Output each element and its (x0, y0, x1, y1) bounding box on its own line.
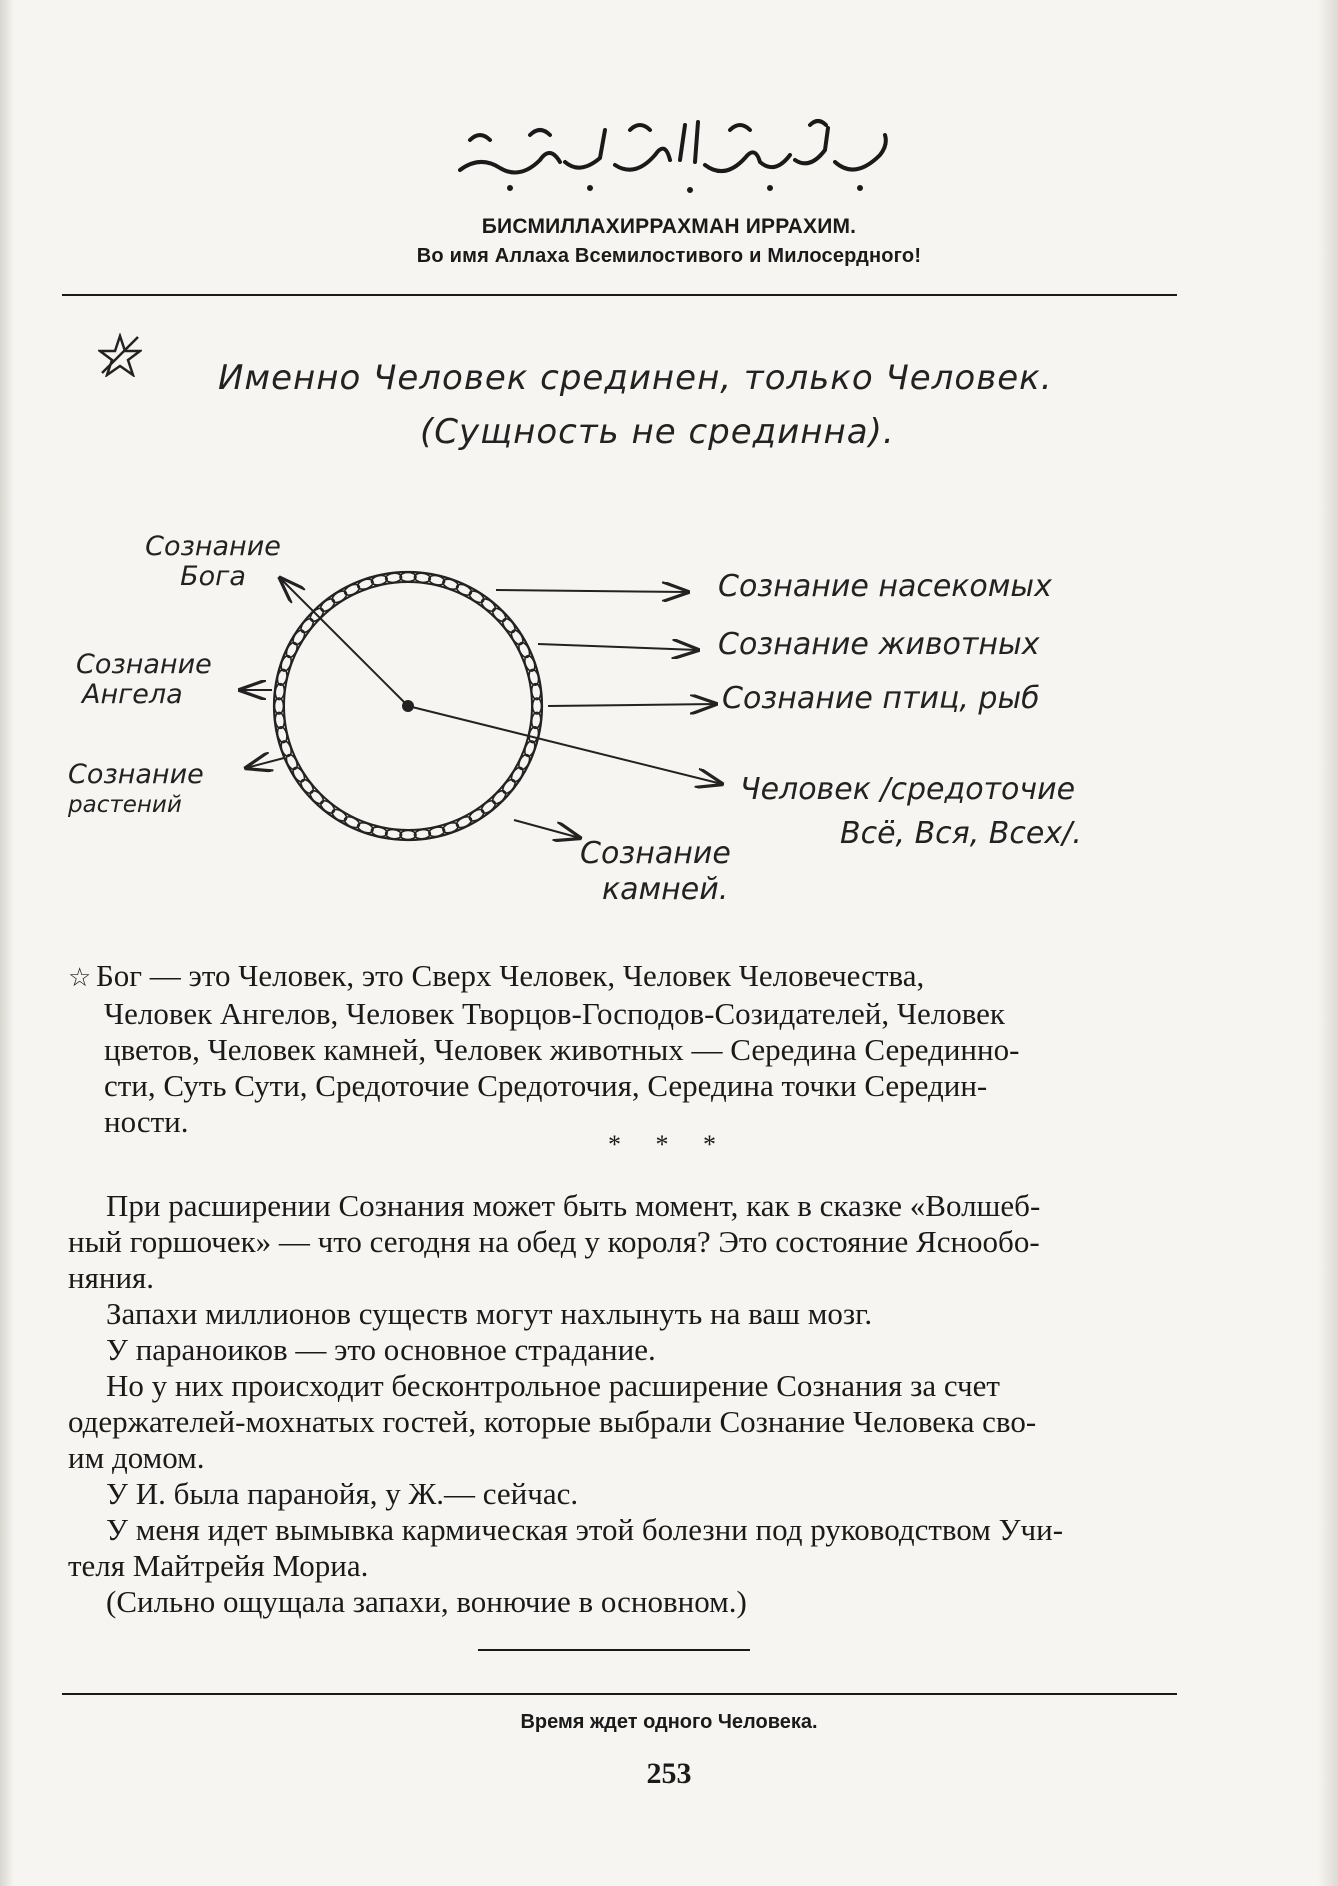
footer-tagline: Время ждет одного Человека. (520, 1711, 818, 1733)
bullet-line: ности. (104, 1104, 189, 1139)
chain-link (479, 597, 497, 614)
body-line: У параноиков — это основное страдание. (106, 1332, 656, 1367)
label-god (128, 532, 298, 592)
line-to-human (408, 706, 722, 784)
chain-link (500, 617, 517, 635)
chain-link (330, 807, 348, 823)
bullet-paragraph (68, 958, 1180, 1140)
body-line: ный горшочек» — что сегодня на обед у короля? Это состояние Яснообо- (68, 1224, 1040, 1259)
chain-link (490, 606, 508, 624)
section-separator: * * * (608, 1130, 730, 1159)
header-title: БИСМИЛЛАХИРРАХМАН ИРРАХИМ. (481, 215, 857, 238)
label-god-line2: Бога (180, 561, 246, 592)
chain-link (400, 573, 416, 582)
body-text (68, 1188, 1181, 1620)
chain-link (490, 788, 508, 806)
line-to-god (280, 578, 408, 706)
end-divider (478, 1649, 750, 1651)
chain-link (319, 798, 337, 815)
page-edge-shadow (0, 0, 14, 1886)
label-angel-line1: Сознание (76, 649, 212, 680)
chain-link (467, 807, 485, 823)
label-angel-line2: Ангела (82, 679, 183, 710)
body-line: Запахи миллионов существ могут нахлынуть на ваш мозг. (106, 1296, 873, 1331)
bullet-line: Человек Ангелов, Человек Творцов-Господов-Созидателей, Человек (104, 996, 1005, 1031)
label-human-line1: Человек /средоточие (740, 772, 1076, 807)
arrow-animals (538, 644, 698, 650)
chain-link (291, 765, 307, 783)
chain-link (343, 815, 361, 830)
arrow-stones (514, 820, 580, 838)
label-human (740, 768, 1082, 856)
chain-link (308, 788, 326, 806)
label-plants (68, 760, 204, 820)
consciousness-diagram (0, 520, 1338, 930)
page-number: 253 (646, 1757, 692, 1790)
label-plants-line1: Сознание (68, 759, 204, 790)
chain-link (299, 617, 316, 635)
star-bullet-icon: ☆ (68, 963, 92, 992)
label-god-line1: Сознание (145, 531, 281, 562)
arrow-plants (246, 758, 284, 768)
label-angel (76, 650, 212, 710)
body-line: няния. (68, 1260, 155, 1295)
body-line: им домом. (68, 1440, 205, 1475)
handwritten-note-line1: Именно Человек срединен, только Человек. (218, 358, 1053, 398)
chain-link (479, 798, 497, 815)
label-birds: Сознание птиц, рыб (722, 681, 1040, 716)
chain-link (509, 628, 525, 646)
label-stones-line1: Сознание (580, 836, 731, 871)
arrow-insects (496, 590, 688, 592)
label-animals: Сознание животных (718, 627, 1040, 662)
bismillah-calligraphy (440, 100, 900, 200)
body-line: У меня идет вымывка кармическая этой болезни под руководством Учи- (106, 1512, 1064, 1547)
label-plants-line2: растений (68, 792, 182, 818)
label-stones (580, 836, 731, 908)
bullet-line: сти, Суть Сути, Средоточие Средоточия, Середина точки Середин- (104, 1068, 988, 1103)
chain-link (400, 831, 416, 840)
page-right-edge (1318, 0, 1338, 1886)
body-line: одержателей-мохнатых гостей, которые выбрали Сознание Человека сво- (68, 1404, 1037, 1439)
chain-link (275, 698, 284, 714)
body-line: У И. была паранойя, у Ж.— сейчас. (106, 1476, 579, 1511)
body-line: теля Майтрейя Мориа. (68, 1548, 369, 1583)
chain-link (533, 698, 542, 714)
chain-link (330, 589, 348, 605)
chain-link (299, 777, 316, 795)
body-line: При расширении Сознания может быть момент, как в сказке «Волшеб- (106, 1188, 1041, 1223)
label-human-line2: Всё, Вся, Всех/. (840, 816, 1082, 851)
chain-link (509, 765, 525, 783)
chain-link (500, 777, 517, 795)
pentagram-star-icon (98, 333, 142, 377)
handwritten-note-line2: (Сущность не срединна). (420, 412, 895, 452)
chain-link (291, 628, 307, 646)
bullet-line: цветов, Человек камней, Человек животных — Середина Серединно- (104, 1032, 1020, 1067)
header-divider (62, 294, 1177, 296)
chain-link (319, 597, 337, 614)
chain-link (284, 641, 299, 659)
header-subtitle: Во имя Аллаха Всемилостивого и Милосердного! (416, 245, 922, 267)
label-insects: Сознание насекомых (718, 569, 1052, 604)
footer-divider (62, 1693, 1177, 1695)
chain-link (467, 589, 485, 605)
chain-link (455, 582, 473, 597)
bullet-line: Бог — это Человек, это Сверх Человек, Человек Человечества, (96, 958, 925, 993)
body-line: Но у них происходит бесконтрольное расширение Сознания за счет (106, 1368, 1000, 1403)
arrow-birds (548, 704, 716, 706)
label-stones-line2: камней. (602, 872, 729, 907)
body-line: (Сильно ощущала запахи, вонючие в основном.) (106, 1584, 747, 1619)
chain-link (517, 753, 532, 771)
